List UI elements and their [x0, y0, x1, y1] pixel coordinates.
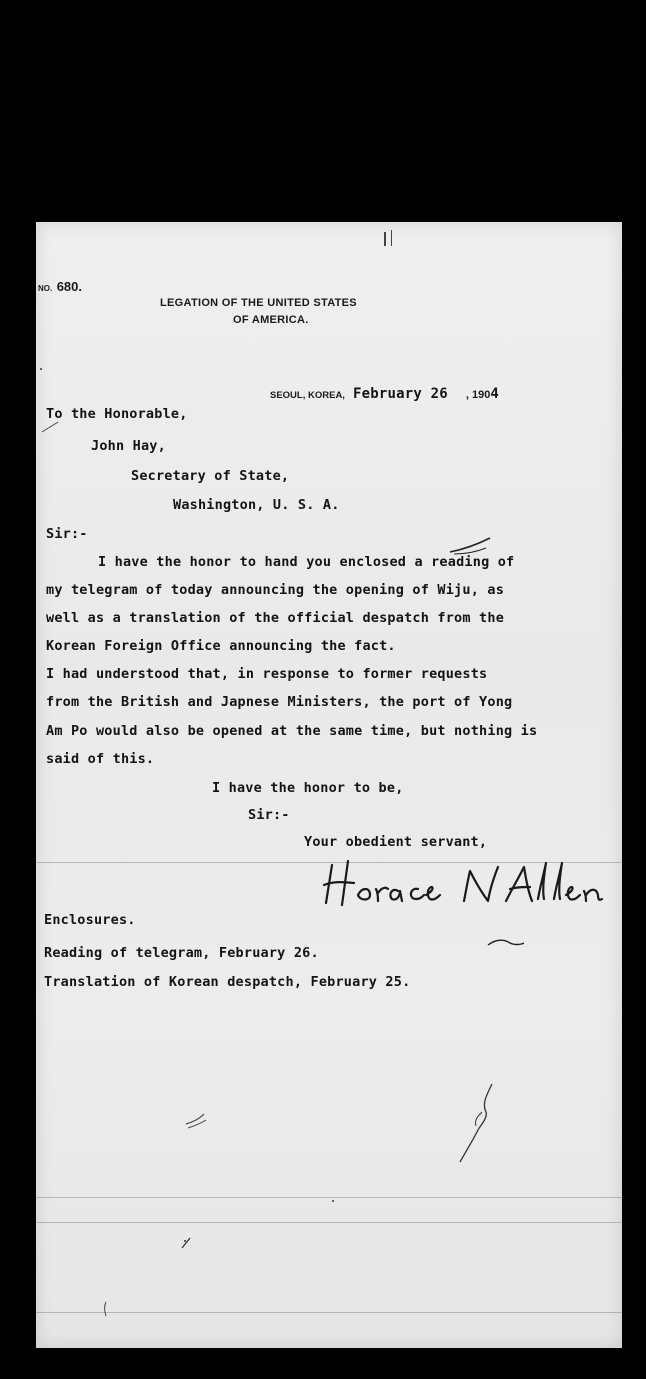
paper-speck	[40, 368, 42, 370]
pencil-mark	[180, 1236, 192, 1250]
paper-speck	[391, 230, 392, 246]
paper-speck	[384, 232, 386, 246]
body-line: from the British and Japnese Ministers, the port of Yong	[46, 694, 513, 710]
body-line: Korean Foreign Office announcing the fact.	[46, 638, 396, 654]
closing-line-2: Sir:-	[248, 807, 290, 823]
salutation: Sir:-	[46, 526, 88, 542]
closing-line-1: I have the honor to be,	[212, 780, 404, 796]
body-line: I had understood that, in response to former requests	[46, 666, 488, 682]
enclosure-item: Translation of Korean despatch, February 25.	[44, 974, 411, 990]
addressee-line-4: Washington, U. S. A.	[173, 497, 340, 513]
dateline-place: SEOUL, KOREA,	[270, 390, 345, 401]
letterhead-line-2: OF AMERICA.	[233, 314, 309, 326]
pencil-mark	[448, 536, 492, 556]
body-line: I have the honor to hand you enclosed a reading of	[98, 554, 515, 570]
ruled-line	[36, 1197, 622, 1198]
body-line: Am Po would also be opened at the same time, but nothing is	[46, 723, 538, 739]
ruled-line	[36, 1222, 622, 1223]
closing-line-3: Your obedient servant,	[304, 834, 488, 850]
pencil-mark	[40, 420, 60, 434]
body-line: my telegram of today announcing the opening of Wiju, as	[46, 582, 505, 598]
addressee-line-3: Secretary of State,	[131, 468, 290, 484]
paper-speck	[332, 1200, 334, 1202]
body-line: well as a translation of the official despatch from the	[46, 610, 505, 626]
dateline	[270, 385, 499, 403]
body-line: said of this.	[46, 751, 155, 767]
pencil-mark	[486, 935, 526, 951]
enclosures-heading: Enclosures.	[44, 912, 136, 928]
despatch-number: NO. 680.	[38, 279, 82, 294]
pencil-mark	[100, 1300, 110, 1318]
ruled-line	[36, 1312, 622, 1313]
enclosure-item: Reading of telegram, February 26.	[44, 945, 319, 961]
handwritten-signature	[318, 855, 608, 915]
addressee-line-1: To the Honorable,	[46, 406, 188, 422]
pencil-mark	[184, 1110, 210, 1130]
dateline-year-prefix: , 190	[465, 389, 491, 401]
dateline-year-suffix: 4	[490, 386, 499, 402]
pencil-mark	[452, 1082, 496, 1166]
letterhead-line-1: LEGATION OF THE UNITED STATES	[160, 297, 357, 309]
addressee-line-2: John Hay,	[91, 438, 166, 454]
dateline-date: February 26	[352, 386, 448, 402]
